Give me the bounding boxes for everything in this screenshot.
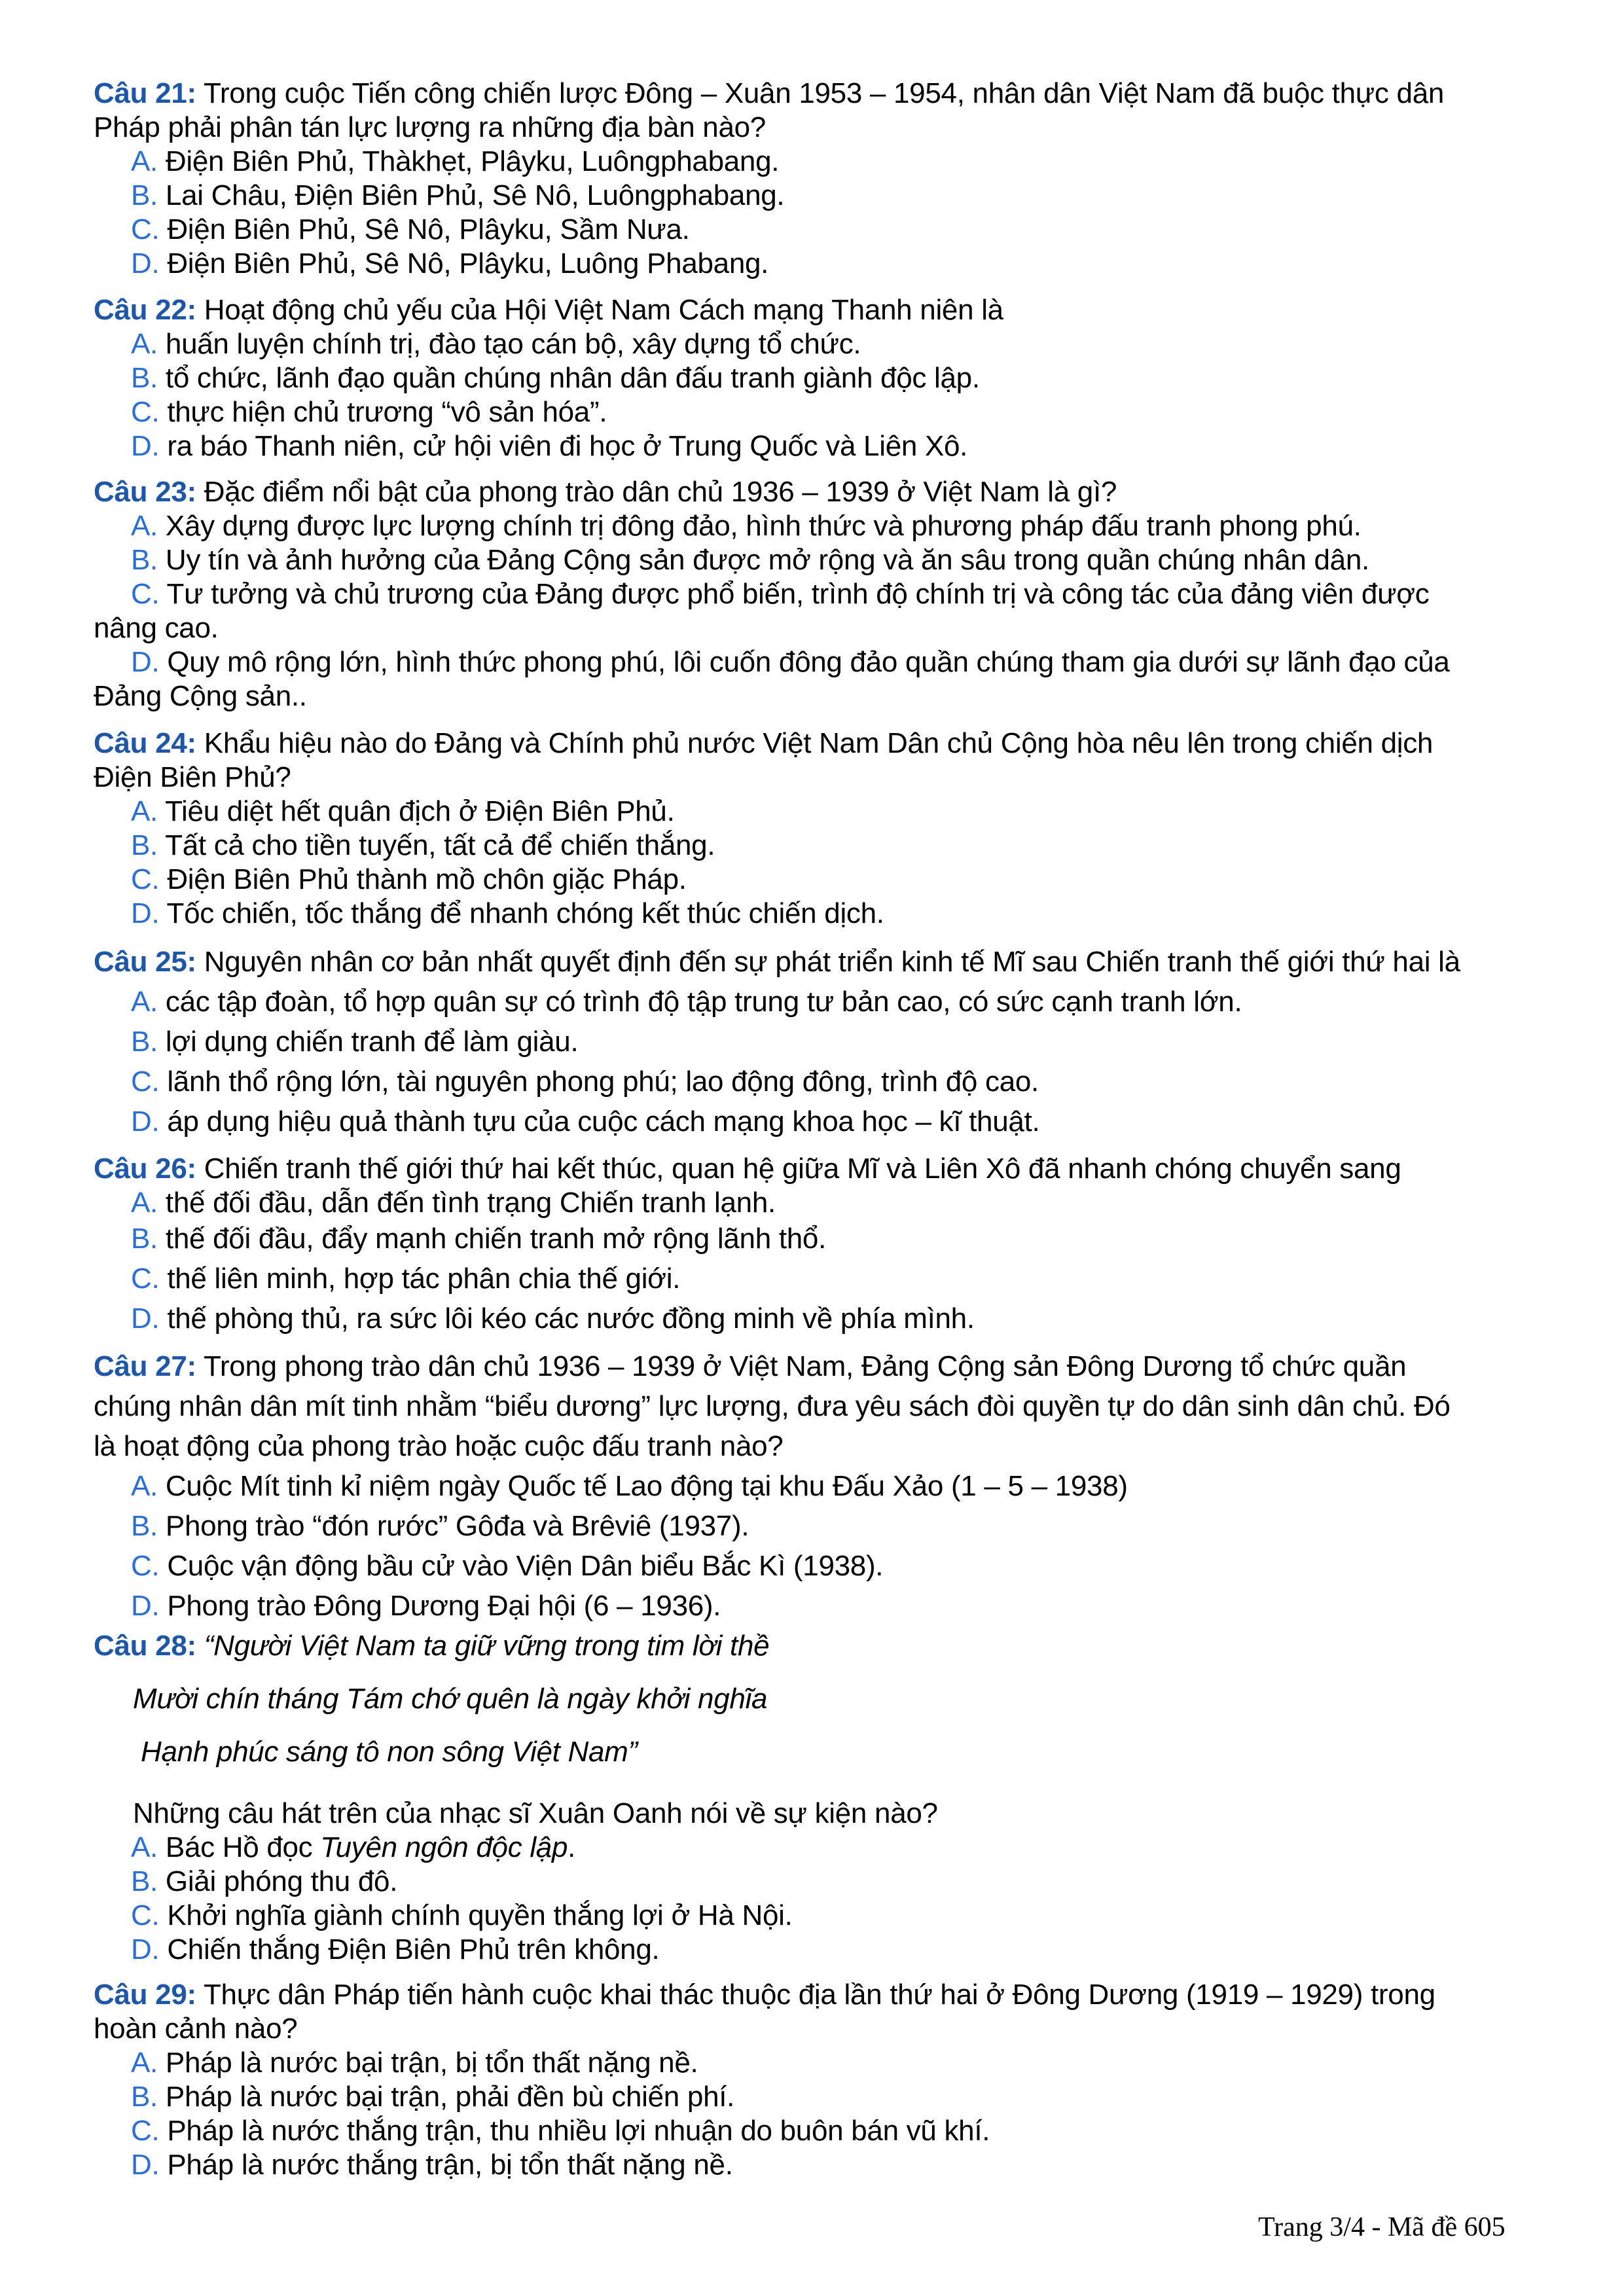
option-letter: A. (131, 145, 158, 177)
option-a: A. Cuộc Mít tinh kỉ niệm ngày Quốc tế Lao động tại khu Đấu Xảo (1 – 5 – 1938) (131, 1470, 1128, 1502)
option-letter: C. (131, 1263, 160, 1295)
option-d: D. Phong trào Đông Dương Đại hội (6 – 1936). (131, 1590, 721, 1622)
option-c: C. Tư tưởng và chủ trương của Đảng được phổ biến, trình độ chính trị và công tác của đảng viên được (131, 578, 1430, 610)
song-verse-line: Mười chín tháng Tám chớ quên là ngày khởi nghĩa (133, 1683, 768, 1715)
option-letter: A. (131, 2047, 158, 2079)
option-d: D. Điện Biên Phủ, Sê Nô, Plâyku, Luông Phabang. (131, 247, 769, 279)
option-a: A. Bác Hồ đọc Tuyên ngôn độc lập. (131, 1831, 576, 1863)
option-letter: B. (131, 2081, 158, 2113)
option-letter: D. (131, 2149, 160, 2181)
option-a: A. huấn luyện chính trị, đào tạo cán bộ, xây dựng tổ chức. (131, 328, 861, 360)
question-number: Câu 29: (94, 1979, 196, 2011)
option-b: B. Uy tín và ảnh hưởng của Đảng Cộng sản được mở rộng và ăn sâu trong quần chúng nhân dân. (131, 544, 1369, 576)
question-number: Câu 26: (94, 1153, 196, 1185)
question-number: Câu 23: (94, 476, 196, 508)
question-stem: Câu 29: Thực dân Pháp tiến hành cuộc khai thác thuộc địa lần thứ hai ở Đông Dương (1919 – 1929) trong (94, 1979, 1435, 2011)
question-number: Câu 21: (94, 77, 196, 109)
option-c: C. Điện Biên Phủ thành mồ chôn giặc Pháp. (131, 863, 687, 895)
question-number: Câu 27: (94, 1350, 196, 1382)
question-stem: Câu 21: Trong cuộc Tiến công chiến lược Đông – Xuân 1953 – 1954, nhân dân Việt Nam đã buộc thực dân (94, 77, 1445, 109)
question-stem: Câu 26: Chiến tranh thế giới thứ hai kết thúc, quan hệ giữa Mĩ và Liên Xô đã nhanh chóng chuyển sang (94, 1153, 1401, 1185)
option-d: D. Quy mô rộng lớn, hình thức phong phú, lôi cuốn đông đảo quần chúng tham gia dưới sự lãnh đạo của (131, 646, 1450, 678)
option-c: C. Cuộc vận động bầu cử vào Viện Dân biểu Bắc Kì (1938). (131, 1550, 884, 1582)
option-c: C. Khởi nghĩa giành chính quyền thắng lợi ở Hà Nội. (131, 1899, 793, 1931)
option-d: D. thế phòng thủ, ra sức lôi kéo các nước đồng minh về phía mình. (131, 1302, 975, 1335)
option-letter: D. (131, 1105, 160, 1138)
question-stem (94, 1629, 769, 1663)
question-stem: Câu 27: Trong phong trào dân chủ 1936 – 1939 ở Việt Nam, Đảng Cộng sản Đông Dương tổ chức quần (94, 1350, 1407, 1382)
option-letter: D. (131, 1302, 160, 1335)
option-c: C. lãnh thổ rộng lớn, tài nguyên phong phú; lao động đông, trình độ cao. (131, 1066, 1039, 1098)
option-letter: B. (131, 829, 158, 861)
option-d: D. ra báo Thanh niên, cử hội viên đi học ở Trung Quốc và Liên Xô. (131, 430, 968, 462)
question-stem-continued: hoàn cảnh nào? (94, 2013, 298, 2045)
option-b: B. Giải phóng thu đô. (131, 1865, 398, 1897)
question-stem: Câu 25: Nguyên nhân cơ bản nhất quyết định đến sự phát triển kinh tế Mĩ sau Chiến tranh thế giới thứ hai là (94, 946, 1460, 978)
option-a: A. Tiêu diệt hết quân địch ở Điện Biên Phủ. (131, 795, 675, 827)
option-c: C. Điện Biên Phủ, Sê Nô, Plâyku, Sầm Nưa. (131, 213, 690, 245)
option-c-continued: nâng cao. (94, 612, 219, 644)
option-letter: A. (131, 328, 158, 360)
option-letter: D. (131, 1933, 160, 1965)
option-letter: A. (131, 510, 158, 542)
option-letter: D. (131, 646, 160, 678)
option-letter: B. (131, 1223, 158, 1255)
option-d: D. Tốc chiến, tốc thắng để nhanh chóng kết thúc chiến dịch. (131, 897, 884, 929)
option-b: B. thế đối đầu, đẩy mạnh chiến tranh mở rộng lãnh thổ. (131, 1223, 827, 1255)
question-stem-continued: Điện Biên Phủ? (94, 761, 291, 793)
option-d: D. áp dụng hiệu quả thành tựu của cuộc cách mạng khoa học – kĩ thuật. (131, 1105, 1040, 1138)
option-b: B. Lai Châu, Điện Biên Phủ, Sê Nô, Luôngphabang. (131, 179, 785, 211)
question-number: Câu 22: (94, 294, 196, 326)
option-letter: B. (131, 1510, 158, 1542)
option-letter: C. (131, 1066, 160, 1098)
option-letter: B. (131, 544, 158, 576)
option-letter: A. (131, 1470, 158, 1502)
option-letter: C. (131, 863, 160, 895)
option-letter: C. (131, 396, 160, 428)
option-letter: B. (131, 179, 158, 211)
option-b: B. Pháp là nước bại trận, phải đền bù chiến phí. (131, 2081, 735, 2113)
option-letter: A. (131, 1831, 158, 1863)
option-a: A. các tập đoàn, tổ hợp quân sự có trình độ tập trung tư bản cao, có sức cạnh tranh lớn. (131, 986, 1242, 1018)
option-c: C. thế liên minh, hợp tác phân chia thế giới. (131, 1263, 681, 1295)
option-a: A. Điện Biên Phủ, Thàkhẹt, Plâyku, Luôngphabang. (131, 145, 780, 177)
question-number: Câu 25: (94, 946, 196, 978)
option-c: C. Pháp là nước thắng trận, thu nhiều lợi nhuận do buôn bán vũ khí. (131, 2115, 990, 2147)
option-letter: B. (131, 1026, 158, 1058)
option-letter: C. (131, 1550, 160, 1582)
option-letter: A. (131, 986, 158, 1018)
page-footer: Trang 3/4 - Mã đề 605 (1258, 2212, 1506, 2242)
option-a: A. Xây dựng được lực lượng chính trị đông đảo, hình thức và phương pháp đấu tranh phong phú. (131, 510, 1362, 542)
option-b: B. Tất cả cho tiền tuyến, tất cả để chiến thắng. (131, 829, 715, 861)
question-stem-continued: là hoạt động của phong trào hoặc cuộc đấu tranh nào? (94, 1430, 784, 1462)
option-letter: A. (131, 795, 158, 827)
option-letter: B. (131, 362, 158, 394)
option-letter: D. (131, 897, 160, 929)
option-d: D. Pháp là nước thắng trận, bị tổn thất nặng nề. (131, 2149, 733, 2181)
question-stem: Câu 24: Khẩu hiệu nào do Đảng và Chính phủ nước Việt Nam Dân chủ Cộng hòa nêu lên trong chiến dịch (94, 727, 1434, 759)
option-letter: C. (131, 213, 160, 245)
question-stem: Câu 22: Hoạt động chủ yếu của Hội Việt Nam Cách mạng Thanh niên là (94, 294, 1003, 326)
option-letter: A. (131, 1187, 158, 1219)
option-d-continued: Đảng Cộng sản.. (94, 680, 307, 712)
song-verse-line: “Người Việt Nam ta giữ vững trong tim lời thề (196, 1630, 770, 1662)
question-number: Câu 28: (94, 1630, 196, 1662)
option-b: B. lợi dụng chiến tranh để làm giàu. (131, 1026, 579, 1058)
option-letter: D. (131, 1590, 160, 1622)
question-stem-continued: Pháp phải phân tán lực lượng ra những địa bàn nào? (94, 111, 766, 143)
option-a: A. Pháp là nước bại trận, bị tổn thất nặng nề. (131, 2047, 698, 2079)
option-letter: C. (131, 578, 160, 610)
question-prompt: Những câu hát trên của nhạc sĩ Xuân Oanh nói về sự kiện nào? (133, 1797, 938, 1829)
song-verse-line: Hạnh phúc sáng tô non sông Việt Nam” (141, 1736, 638, 1768)
question-stem-continued: chúng nhân dân mít tinh nhằm “biểu dương” lực lượng, đưa yêu sách đòi quyền tự do dân sinh dân chủ. Đó (94, 1390, 1451, 1422)
option-a: A. thế đối đầu, dẫn đến tình trạng Chiến tranh lạnh. (131, 1187, 776, 1219)
option-letter: D. (131, 430, 160, 462)
option-c: C. thực hiện chủ trương “vô sản hóa”. (131, 396, 607, 428)
option-b: B. Phong trào “đón rước” Gôđa và Brêviê (1937). (131, 1510, 749, 1542)
option-letter: D. (131, 247, 160, 279)
option-d: D. Chiến thắng Điện Biên Phủ trên không. (131, 1933, 660, 1965)
option-letter: B. (131, 1865, 158, 1897)
question-number: Câu 24: (94, 727, 196, 759)
option-letter: C. (131, 2115, 160, 2147)
option-letter: C. (131, 1899, 160, 1931)
option-b: B. tổ chức, lãnh đạo quần chúng nhân dân đấu tranh giành độc lập. (131, 362, 980, 394)
question-stem: Câu 23: Đặc điểm nổi bật của phong trào dân chủ 1936 – 1939 ở Việt Nam là gì? (94, 476, 1117, 508)
